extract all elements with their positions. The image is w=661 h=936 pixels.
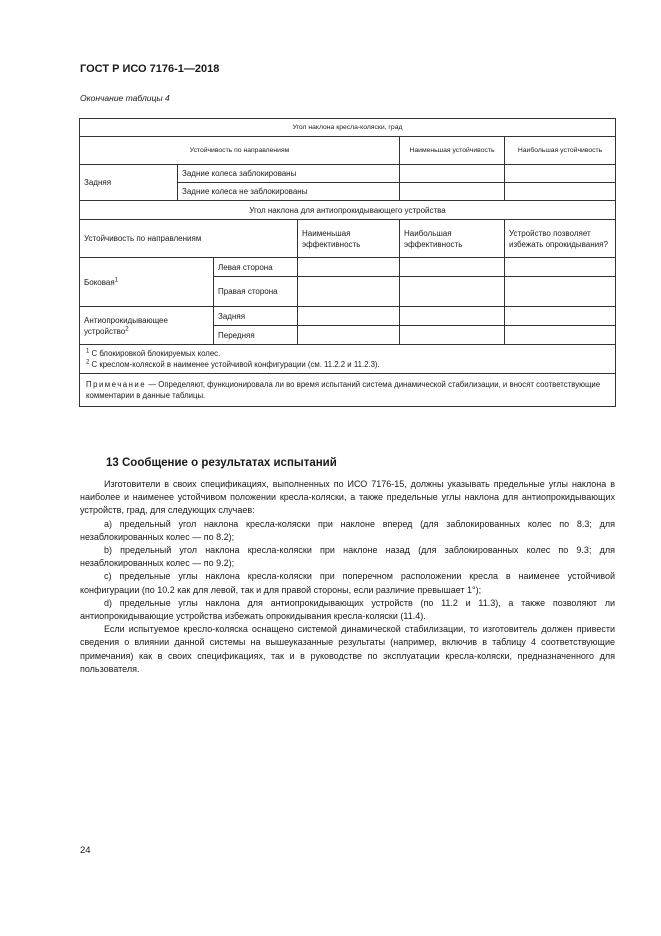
footnote <box>86 359 609 370</box>
section-body <box>80 478 615 676</box>
note-label: Примечание <box>86 380 147 389</box>
right-side: Правая сторона <box>214 277 298 307</box>
cell-empty <box>298 277 400 307</box>
left-side: Левая сторона <box>214 258 298 277</box>
footnotes <box>80 345 616 374</box>
footnote-text: С блокировкой блокируемых колес. <box>91 349 221 358</box>
side-footnote-ref: 1 <box>114 276 119 283</box>
cell-empty <box>505 326 616 345</box>
cell-empty <box>400 326 505 345</box>
cell-empty <box>298 258 400 277</box>
row-unlocked: Задние колеса не заблокированы <box>178 183 400 201</box>
front: Передняя <box>214 326 298 345</box>
part2-col-most: Наибольшая эффективность <box>400 220 505 258</box>
footnote-text: С креслом-коляской в наименее устойчивой конфигурации (см. 11.2.2 и 11.2.3). <box>91 360 380 369</box>
cell-empty <box>298 307 400 326</box>
cell-empty <box>298 326 400 345</box>
rear: Задняя <box>214 307 298 326</box>
section-title: 13 Сообщение о результатах испытаний <box>106 457 337 469</box>
note-text: — Определяют, функционировала ли во время испытаний система динамической стабилизации, и вносят соответствующие комментарии в данные таблицы. <box>86 380 601 400</box>
paragraph: Если испытуемое кресло-коляска оснащено системой динамической стабилизации, то изготовитель должен привести сведения о влиянии данной системы на вышеуказанные результаты (например, включив в таблицу 4 соответствующие примечания) как в своих спецификациях, так и в руководстве по эксплуатации кресла-коляски, предназначенного для пользователя. <box>80 624 615 674</box>
row-rear-label: Задняя <box>80 165 178 201</box>
paragraph: b) предельный угол наклона кресла-коляски при наклоне назад (для заблокированных колес по 9.3; для незаблокированных колес — по 9.2); <box>80 545 615 569</box>
cell-empty <box>505 258 616 277</box>
document-code: ГОСТ Р ИСО 7176-1—2018 <box>80 63 220 75</box>
part1-col-least: Наименьшая устойчивость <box>400 137 505 165</box>
cell-empty <box>400 307 505 326</box>
cell-empty <box>505 277 616 307</box>
part1-title: Угол наклона кресла-коляски, град <box>80 119 616 137</box>
cell-empty <box>400 165 505 183</box>
cell-empty <box>400 183 505 201</box>
footnote <box>86 348 609 359</box>
paragraph: a) предельный угол наклона кресла-коляски при наклоне вперед (для заблокированных колес по 8.3; для незаблокированных колес — по 8.2); <box>80 518 615 542</box>
table-4 <box>79 118 616 407</box>
paragraph: c) предельные углы наклона кресла-коляски при поперечном расположении кресла в наименее устойчивой конфигурации (по 10.2 как для левой, так и для правой стороны, если различие превышает 1°); <box>80 571 615 595</box>
part2-title: Угол наклона для антиопрокидывающего устройства <box>80 201 616 220</box>
part2-col-direction: Устойчивость по направлениям <box>80 220 298 258</box>
cell-empty <box>505 165 616 183</box>
table-caption: Окончание таблицы 4 <box>80 93 170 103</box>
part1-col-most: Наибольшая устойчивость <box>505 137 616 165</box>
side-label-cell <box>80 258 214 307</box>
paragraph: d) предельные углы наклона для антиопрокидывающих устройств (по 11.2 и 11.3), а также позволяют ли антиопрокидывающие устройства избежать опрокидывания кресла-коляски (11.4). <box>80 597 615 622</box>
part2-col-prevent: Устройство позволяет избежать опрокидывания? <box>505 220 616 258</box>
side-label: Боковая <box>84 277 115 287</box>
cell-empty <box>400 277 505 307</box>
part2-col-least: Наименьшая эффективность <box>298 220 400 258</box>
page-number: 24 <box>80 845 91 856</box>
anti-footnote-ref: 2 <box>125 325 129 332</box>
part1-col-direction: Устойчивость по направлениям <box>80 137 400 165</box>
cell-empty <box>505 183 616 201</box>
footnote-num: 1 <box>86 348 90 355</box>
anti-label-cell <box>80 307 214 345</box>
cell-empty <box>505 307 616 326</box>
paragraph: Изготовители в своих спецификациях, выполненных по ИСО 7176-15, должны указывать предельные углы наклона в наиболее и наименее устойчивом положении кресла-коляски, а также предельные углы наклона для антиопрокидывающих устройств, град, для следующих случаев: <box>80 479 615 516</box>
cell-empty <box>400 258 505 277</box>
footnote-num: 2 <box>86 359 90 366</box>
table-note <box>80 374 616 407</box>
row-locked: Задние колеса заблокированы <box>178 165 400 183</box>
anti-label: Антиопрокидывающее устройство <box>84 315 168 336</box>
